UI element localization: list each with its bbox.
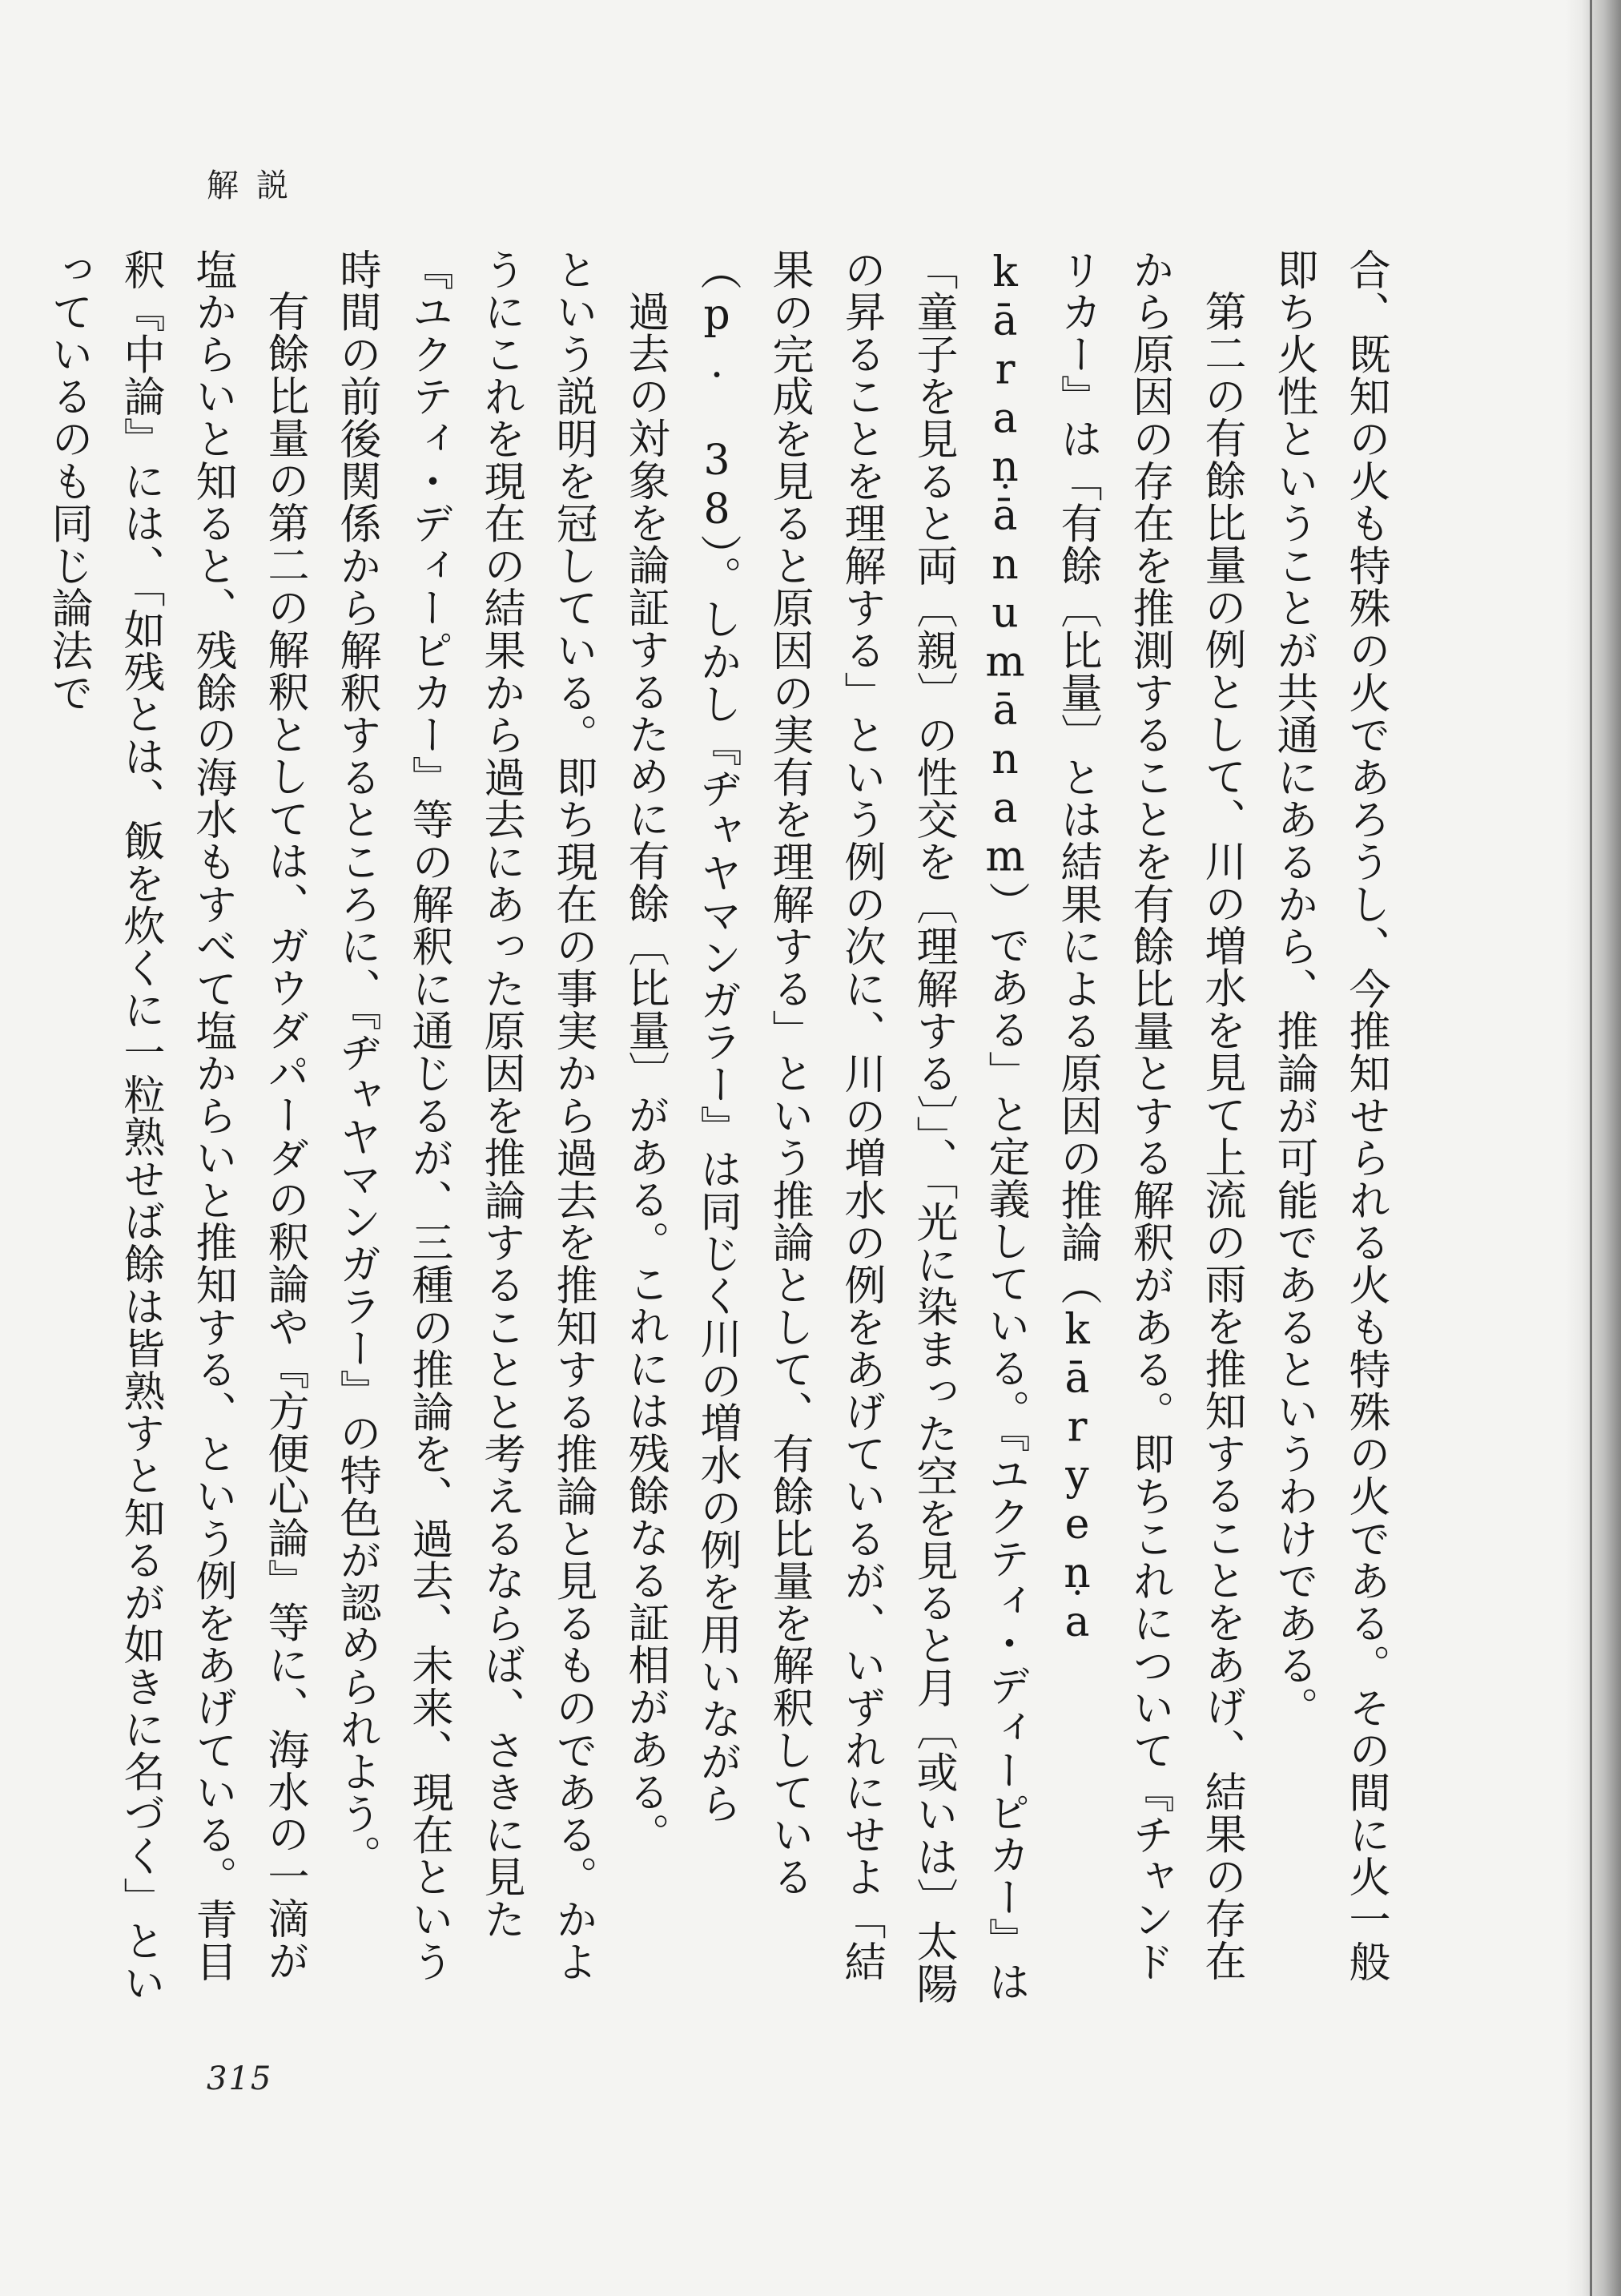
page-number: 315: [207, 2060, 273, 2097]
body-text: [44, 248, 1402, 2011]
paragraph-quote: 過去の対象を論証するために有餘〔比量〕がある。これには残餘なる証相がある。: [621, 290, 669, 1855]
paragraph-2: 第二の有餘比量の例として、川の増水を見て上流の雨を推知することをあげ、結果の存在から原因の存在を推測することを有餘比量とする解釈がある。即ちこれについて『チャンドリカー』は「有餘〔比量〕とは結果による原因の推論（kāryeṇa kāraṇānumānam）である」と定義している。『ユクティ・ディーピカー』は「童子を見ると両〔親〕の性交を〔理解する〕」、「光に染まった空を見ると月〔或いは〕太陽の昇ることを理解する」という例の次に、川の増水の例をあげているが、いずれにせよ「結果の完成を見ると原因の実有を理解する」という推論として、有餘比量を解釈している（p. 38）。しかし『ヂャヤマンガラー』は同じく川の増水の例を用いながら: [693, 248, 1245, 2005]
paragraph-3: という説明を冠している。即ち現在の事実から過去を推知する推論と見るものである。かようにこれを現在の結果から過去にあった原因を推論することと考えるならば、さきに見た『ユクティ・ディーピカー』等の解釈に通じるが、三種の推論を、過去、未来、現在という時間の前後関係から解釈するところに、『ヂャヤマンガラー』の特色が認められよう。: [332, 248, 597, 1983]
running-head: 解説: [207, 167, 306, 204]
paragraph-4: 有餘比量の第二の解釈としては、ガウダパーダの釈論や『方便心論』等に、海水の一滴が塩からいと知ると、残餘の海水もすべて塩からいと推知する、という例をあげている。青目釈『中論』には、「如残とは、飯を炊くに一粒熟せば餘は皆熟すと知るが如きに名づく」といっているのも同じ論法で: [44, 248, 308, 2004]
page-edge-shadow: [1565, 0, 1621, 2296]
paragraph-1: 合、既知の火も特殊の火であろうし、今推知せられる火も特殊の火である。その間に火一般即ち火性ということが共通にあるから、推論が可能であるというわけである。: [1269, 248, 1390, 1983]
page-edge-line: [1590, 0, 1592, 2296]
